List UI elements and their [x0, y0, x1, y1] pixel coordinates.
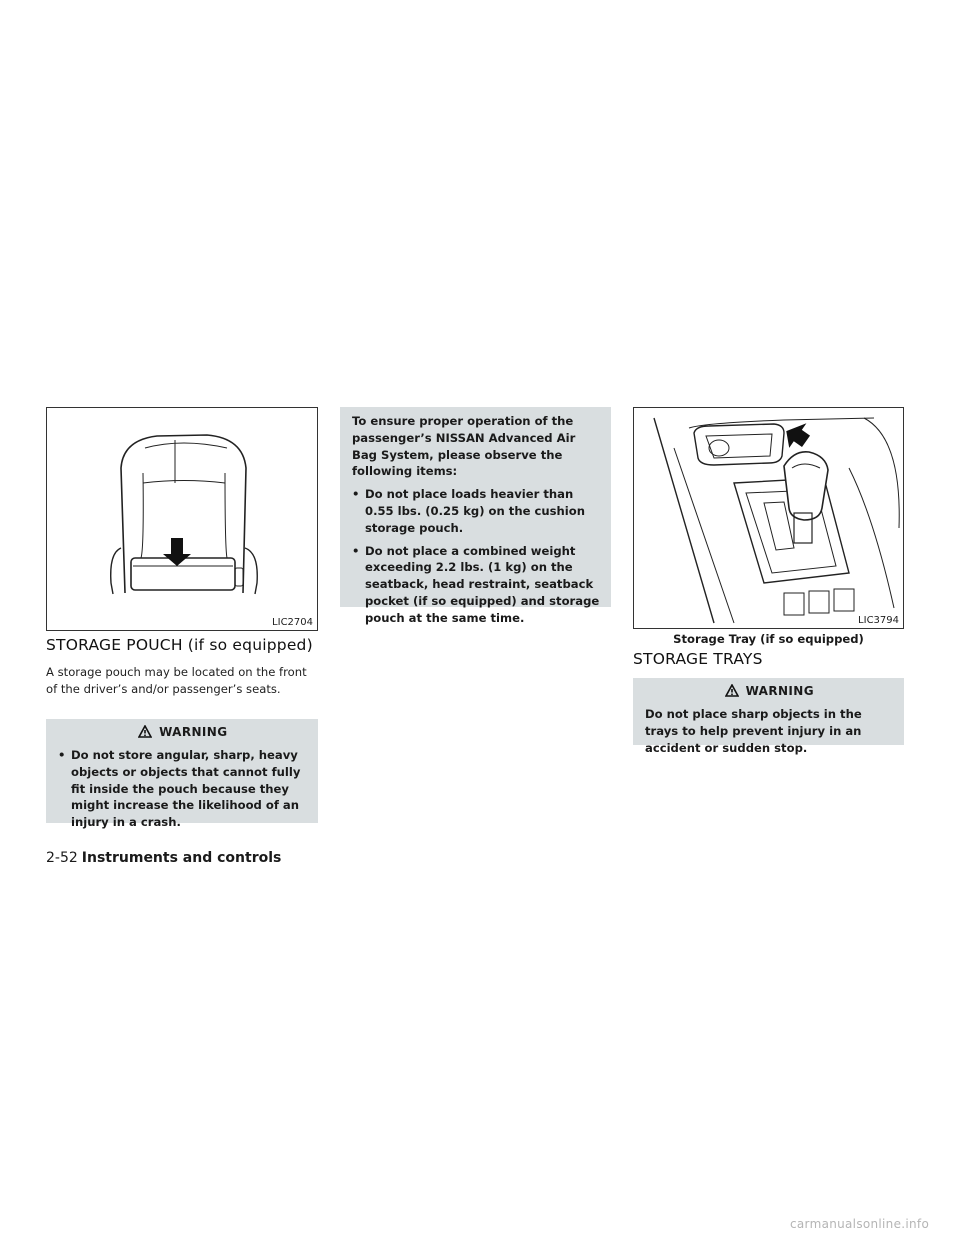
bullet: • [58, 748, 66, 762]
figure-code: LIC2704 [272, 617, 313, 628]
watermark: carmanualsonline.info [790, 1217, 930, 1231]
warning-title-text: WARNING [159, 725, 228, 739]
bullet: • [352, 543, 360, 558]
storage-pouch-heading: STORAGE POUCH (if so equipped) [46, 636, 313, 654]
notice-item-text: Do not place loads heavier than 0.55 lbs. (0.25 kg) on the cushion storage pouch. [365, 487, 585, 535]
figure-caption: Storage Tray (if so equipped) [673, 632, 864, 646]
page-number: 2-52 [46, 850, 78, 866]
warning-title-text: WARNING [745, 684, 814, 698]
warning-text: Do not place sharp objects in the trays to help prevent injury in an accident or sudden stop. [645, 707, 862, 755]
section-title: Instruments and controls [81, 850, 282, 866]
storage-trays-warning [633, 678, 904, 755]
bullet: • [352, 487, 360, 502]
warning-title [58, 725, 308, 739]
figure-code: LIC3794 [858, 615, 899, 626]
notice-item [352, 486, 601, 536]
warning-triangle-icon [138, 725, 152, 738]
storage-trays-heading: STORAGE TRAYS [633, 650, 763, 668]
storage-tray-illustration [634, 408, 904, 629]
storage-tray-figure [633, 407, 904, 629]
notice-item [352, 543, 601, 627]
storage-pouch-body: A storage pouch may be located on the front of the driver’s and/or passenger’s seats. [46, 665, 307, 696]
notice-item-text: Do not place a combined weight exceeding 2.2 lbs. (1 kg) on the seatback, head restraint, seatback pocket (if so equipped) and storage pouch at the same time. [365, 543, 600, 625]
warning-triangle-icon [725, 684, 739, 697]
page-footer [46, 850, 281, 866]
warning-item [58, 747, 308, 831]
warning-item-text: Do not store angular, sharp, heavy objects or objects that cannot fully fit inside the pouch because they might increase the likelihood of an injury in a crash. [71, 748, 301, 830]
storage-pouch-warning [46, 719, 318, 830]
air-bag-notice [340, 407, 611, 625]
seat-pouch-illustration [47, 408, 318, 631]
warning-title [645, 684, 894, 698]
seat-pouch-figure [46, 407, 318, 631]
air-bag-notice-intro: To ensure proper operation of the passenger’s NISSAN Advanced Air Bag System, please observe the following items: [352, 414, 576, 479]
